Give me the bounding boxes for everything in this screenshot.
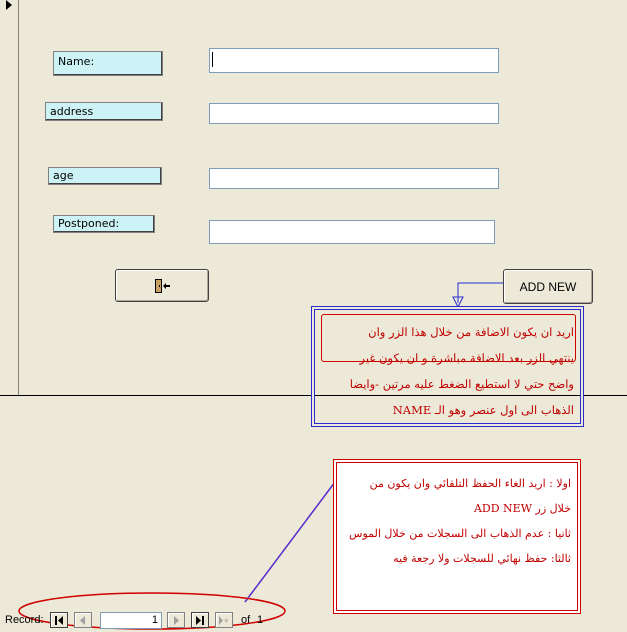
- current-record-input[interactable]: 1: [100, 612, 162, 629]
- text-caret: [212, 52, 213, 67]
- add-new-button[interactable]: ADD NEW: [503, 269, 593, 304]
- red-note-line: اولا : اريد الغاء الحفظ التلقائي وان يكون من: [369, 477, 571, 490]
- first-record-button[interactable]: [50, 612, 68, 628]
- next-record-icon: [172, 616, 180, 625]
- last-record-button[interactable]: [191, 612, 209, 628]
- new-record-button[interactable]: [215, 612, 233, 628]
- red-note-line: خلال زر ADD NEW: [473, 502, 571, 515]
- purple-connector-line: [245, 478, 338, 602]
- record-label: Record:: [5, 614, 44, 626]
- address-label: address: [45, 102, 163, 121]
- new-record-icon: [218, 616, 230, 625]
- next-record-button[interactable]: [167, 612, 185, 628]
- last-record-icon: [195, 616, 205, 625]
- blue-note-line: الذهاب الى اول عنصر وهو الـ NAME: [392, 403, 574, 417]
- postponed-label: Postponed:: [53, 215, 155, 233]
- age-input[interactable]: [209, 168, 499, 189]
- red-note-line: ثانيا : عدم الذهاب الى السجلات من خلال الموس: [349, 527, 571, 540]
- name-label: Name:: [53, 51, 163, 76]
- blue-note-line: ينتهي الزر بعد الاضافة مباشرة و ان يكون غير: [359, 351, 574, 365]
- blue-annotation-box: [314, 309, 581, 424]
- total-records: 1: [257, 614, 264, 626]
- svg-text:*: *: [224, 617, 229, 625]
- of-label: of: [241, 614, 251, 626]
- red-note-line: ثالثا: حفظ نهائي للسجلات ولا رجعة فيه: [393, 552, 571, 565]
- red-annotation-box: [336, 462, 578, 611]
- record-navigation-bar: [0, 610, 627, 632]
- first-record-icon: [54, 616, 64, 625]
- postponed-input[interactable]: [209, 220, 495, 244]
- current-record-arrow-icon: [6, 0, 12, 10]
- record-selector[interactable]: [0, 0, 19, 396]
- address-input[interactable]: [209, 103, 499, 124]
- previous-record-button[interactable]: [74, 612, 92, 628]
- exit-door-icon: [153, 278, 171, 294]
- blue-note-line: واضح حتي لا استطيع الضغط عليه مرتين -وايضا: [349, 377, 574, 391]
- age-label: age: [48, 167, 162, 185]
- name-input[interactable]: [209, 48, 499, 73]
- blue-note-line: اريد ان يكون الاضافة من خلال هذا الزر وان: [368, 325, 574, 339]
- exit-button[interactable]: [115, 269, 209, 302]
- previous-record-icon: [79, 616, 87, 625]
